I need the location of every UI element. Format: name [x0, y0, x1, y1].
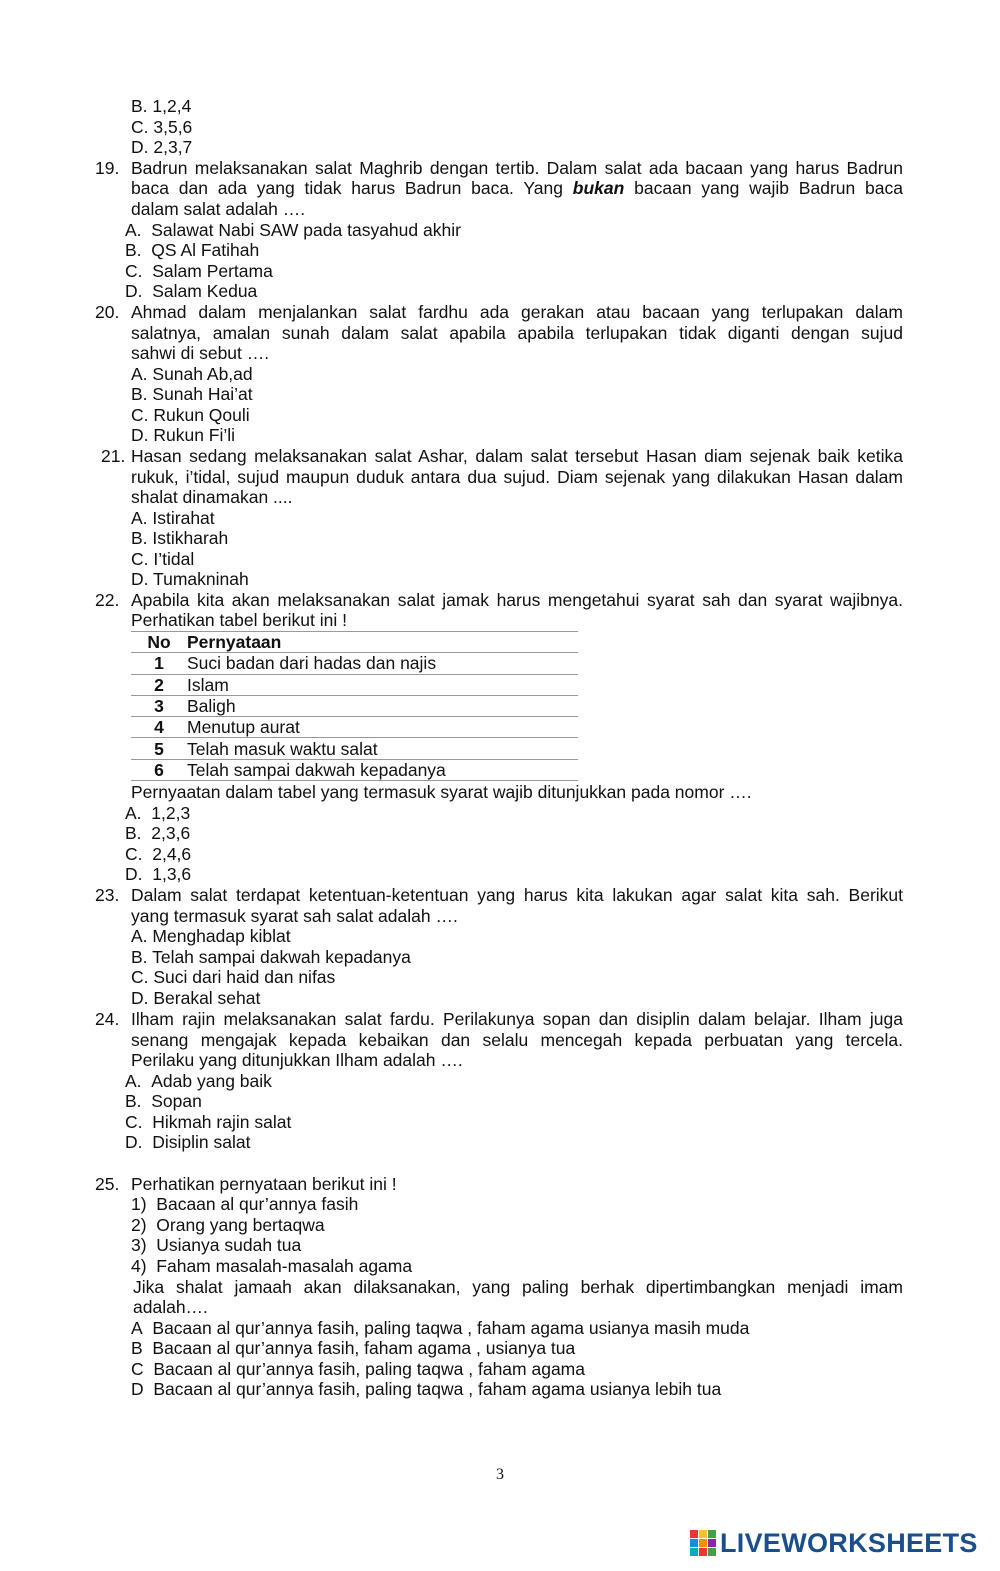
table-cell-text: Telah masuk waktu salat	[187, 738, 578, 759]
q25-line-2: adalah….	[133, 1297, 208, 1317]
table-cell-text: Baligh	[187, 695, 578, 716]
logo-blocks-icon	[690, 1530, 716, 1556]
q19-option-d: D. Salam Kedua	[125, 281, 258, 301]
q24-line-1: Ilham rajin melaksanakan salat fardu. Perilakunya sopan dan disiplin dalam belajar. Ilham juga	[131, 1009, 903, 1029]
q19-line-1: Badrun melaksanakan salat Maghrib dengan tertib. Dalam salat ada bacaan yang harus Badrun	[131, 158, 903, 178]
q25-item-1: 1) Bacaan al qur’annya fasih	[131, 1194, 359, 1214]
q19-emphasis: bukan	[572, 178, 625, 198]
logo-block	[708, 1539, 716, 1547]
logo-block	[708, 1548, 716, 1556]
table-cell-text: Islam	[187, 674, 578, 695]
q24-option-c: C. Hikmah rajin salat	[125, 1112, 292, 1132]
q25-item-4: 4) Faham masalah-masalah agama	[131, 1256, 413, 1276]
q21-option-d: D. Tumakninah	[131, 569, 249, 589]
table-row	[131, 674, 578, 695]
q19-line-2	[131, 178, 903, 198]
q22-option-c: C. 2,4,6	[125, 844, 192, 864]
q22-option-b: B. 2,3,6	[125, 823, 191, 843]
table-cell-no: 2	[131, 674, 187, 695]
q20-line-3: sahwi di sebut ….	[131, 343, 270, 363]
table-cell-text: Menutup aurat	[187, 717, 578, 738]
logo-block	[699, 1539, 707, 1547]
q23-option-c: C. Suci dari haid dan nifas	[131, 967, 336, 987]
q21-option-b: B. Istikharah	[131, 528, 229, 548]
q24-line-3: Perilaku yang ditunjukkan Ilham adalah ….	[131, 1050, 463, 1070]
q21-line-3: shalat dinamakan ....	[131, 487, 293, 507]
table-cell-no: 5	[131, 738, 187, 759]
q25-item-3: 3) Usianya sudah tua	[131, 1235, 302, 1255]
carry-option-c: C. 3,5,6	[131, 117, 193, 137]
table-cell-no: 3	[131, 695, 187, 716]
q22-option-a: A. 1,2,3	[125, 803, 191, 823]
q19-line-3: dalam salat adalah ….	[131, 199, 306, 219]
table-row	[131, 759, 578, 780]
table-cell-text: Telah sampai dakwah kepadanya	[187, 759, 578, 780]
q25-option-d: D Bacaan al qur’annya fasih, paling taqwa , faham agama usianya lebih tua	[131, 1379, 722, 1399]
q21-option-c: C. I’tidal	[131, 549, 195, 569]
page-number: 3	[496, 1466, 504, 1483]
q23-line-2: yang termasuk syarat sah salat adalah ….	[131, 906, 458, 926]
q25-option-c: C Bacaan al qur’annya fasih, paling taqwa , faham agama	[131, 1359, 585, 1379]
table-cell-no: 6	[131, 759, 187, 780]
q25-line-1: Jika shalat jamaah akan dilaksanakan, yang paling berhak dipertimbangkan menjadi imam	[133, 1277, 903, 1297]
q20-option-a: A. Sunah Ab,ad	[131, 364, 253, 384]
q19-option-b: B. QS Al Fatihah	[125, 240, 260, 260]
table-header-statement: Pernyataan	[187, 632, 578, 653]
table-header-no: No	[131, 632, 187, 653]
q21-line-2: rukuk, i’tidal, sujud maupun duduk antara dua sujud. Diam sejenak yang dilakukan Hasan dalam	[131, 467, 903, 487]
q22-after-table: Pernyaatan dalam tabel yang termasuk syarat wajib ditunjukkan pada nomor ….	[131, 782, 752, 802]
table-row	[131, 717, 578, 738]
q23-option-d: D. Berakal sehat	[131, 988, 261, 1008]
q23-number: 23.	[95, 885, 120, 905]
q21-line-1: Hasan sedang melaksanakan salat Ashar, dalam salat tersebut Hasan diam sejenak baik ketika	[131, 446, 903, 466]
q22-line-2: Perhatikan tabel berikut ini !	[131, 610, 347, 630]
table-header-row	[131, 632, 578, 653]
q25-number: 25.	[95, 1174, 120, 1194]
q25-option-a: A Bacaan al qur’annya fasih, paling taqwa , faham agama usianya masih muda	[131, 1318, 750, 1338]
q21-number: 21.	[101, 446, 126, 466]
q25-option-b: B Bacaan al qur’annya fasih, faham agama , usianya tua	[131, 1338, 576, 1358]
q25-item-2: 2) Orang yang bertaqwa	[131, 1215, 325, 1235]
q19-line-2-post: bacaan yang wajib Badrun baca	[624, 178, 903, 198]
q19-option-a: A. Salawat Nabi SAW pada tasyahud akhir	[125, 220, 461, 240]
q19-line-2-pre: baca dan ada yang tidak harus Badrun baca. Yang	[131, 178, 573, 198]
logo-block	[690, 1539, 698, 1547]
q19-option-c: C. Salam Pertama	[125, 261, 273, 281]
q20-line-2: salatnya, amalan sunah dalam salat apabila apabila terlupakan tidak diganti dengan sujud	[131, 323, 903, 343]
q22-number: 22.	[95, 590, 120, 610]
table-cell-no: 1	[131, 653, 187, 674]
q24-option-d: D. Disiplin salat	[125, 1132, 251, 1152]
table-row	[131, 695, 578, 716]
carry-option-b: B. 1,2,4	[131, 96, 192, 116]
table-cell-no: 4	[131, 717, 187, 738]
q21-option-a: A. Istirahat	[131, 508, 215, 528]
q25-intro: Perhatikan pernyataan berikut ini !	[131, 1174, 397, 1194]
q20-option-d: D. Rukun Fi’li	[131, 425, 236, 445]
logo-block	[699, 1530, 707, 1538]
carry-option-d: D. 2,3,7	[131, 137, 193, 157]
logo-text: LIVEWORKSHEETS	[720, 1527, 978, 1558]
table-row	[131, 738, 578, 759]
table-row	[131, 653, 578, 674]
q24-line-2: senang mengajak kepada kebaikan dan selalu mencegah kepada perbuatan yang tercela.	[131, 1030, 903, 1050]
statement-table	[131, 631, 578, 781]
q22-option-d: D. 1,3,6	[125, 864, 192, 884]
q20-option-c: C. Rukun Qouli	[131, 405, 250, 425]
q20-line-1: Ahmad dalam menjalankan salat fardhu ada gerakan atau bacaan yang terlupakan dalam	[131, 302, 903, 322]
table-cell-text: Suci badan dari hadas dan najis	[187, 653, 578, 674]
q24-option-a: A. Adab yang baik	[125, 1071, 272, 1091]
logo-block	[690, 1530, 698, 1538]
q20-option-b: B. Sunah Hai’at	[131, 384, 253, 404]
q22-line-1: Apabila kita akan melaksanakan salat jamak harus mengetahui syarat sah dan syarat wajibnya.	[131, 590, 903, 610]
logo-block	[690, 1548, 698, 1556]
q23-option-a: A. Menghadap kiblat	[131, 926, 291, 946]
logo-block	[708, 1530, 716, 1538]
q24-number: 24.	[95, 1009, 120, 1029]
logo-block	[699, 1548, 707, 1556]
q24-option-b: B. Sopan	[125, 1091, 202, 1111]
liveworksheets-logo[interactable]	[690, 1527, 978, 1559]
q19-number: 19.	[95, 158, 120, 178]
q23-option-b: B. Telah sampai dakwah kepadanya	[131, 947, 411, 967]
q20-number: 20.	[95, 302, 120, 322]
q23-line-1: Dalam salat terdapat ketentuan-ketentuan yang harus kita lakukan agar salat kita sah. Berikut	[131, 885, 903, 905]
